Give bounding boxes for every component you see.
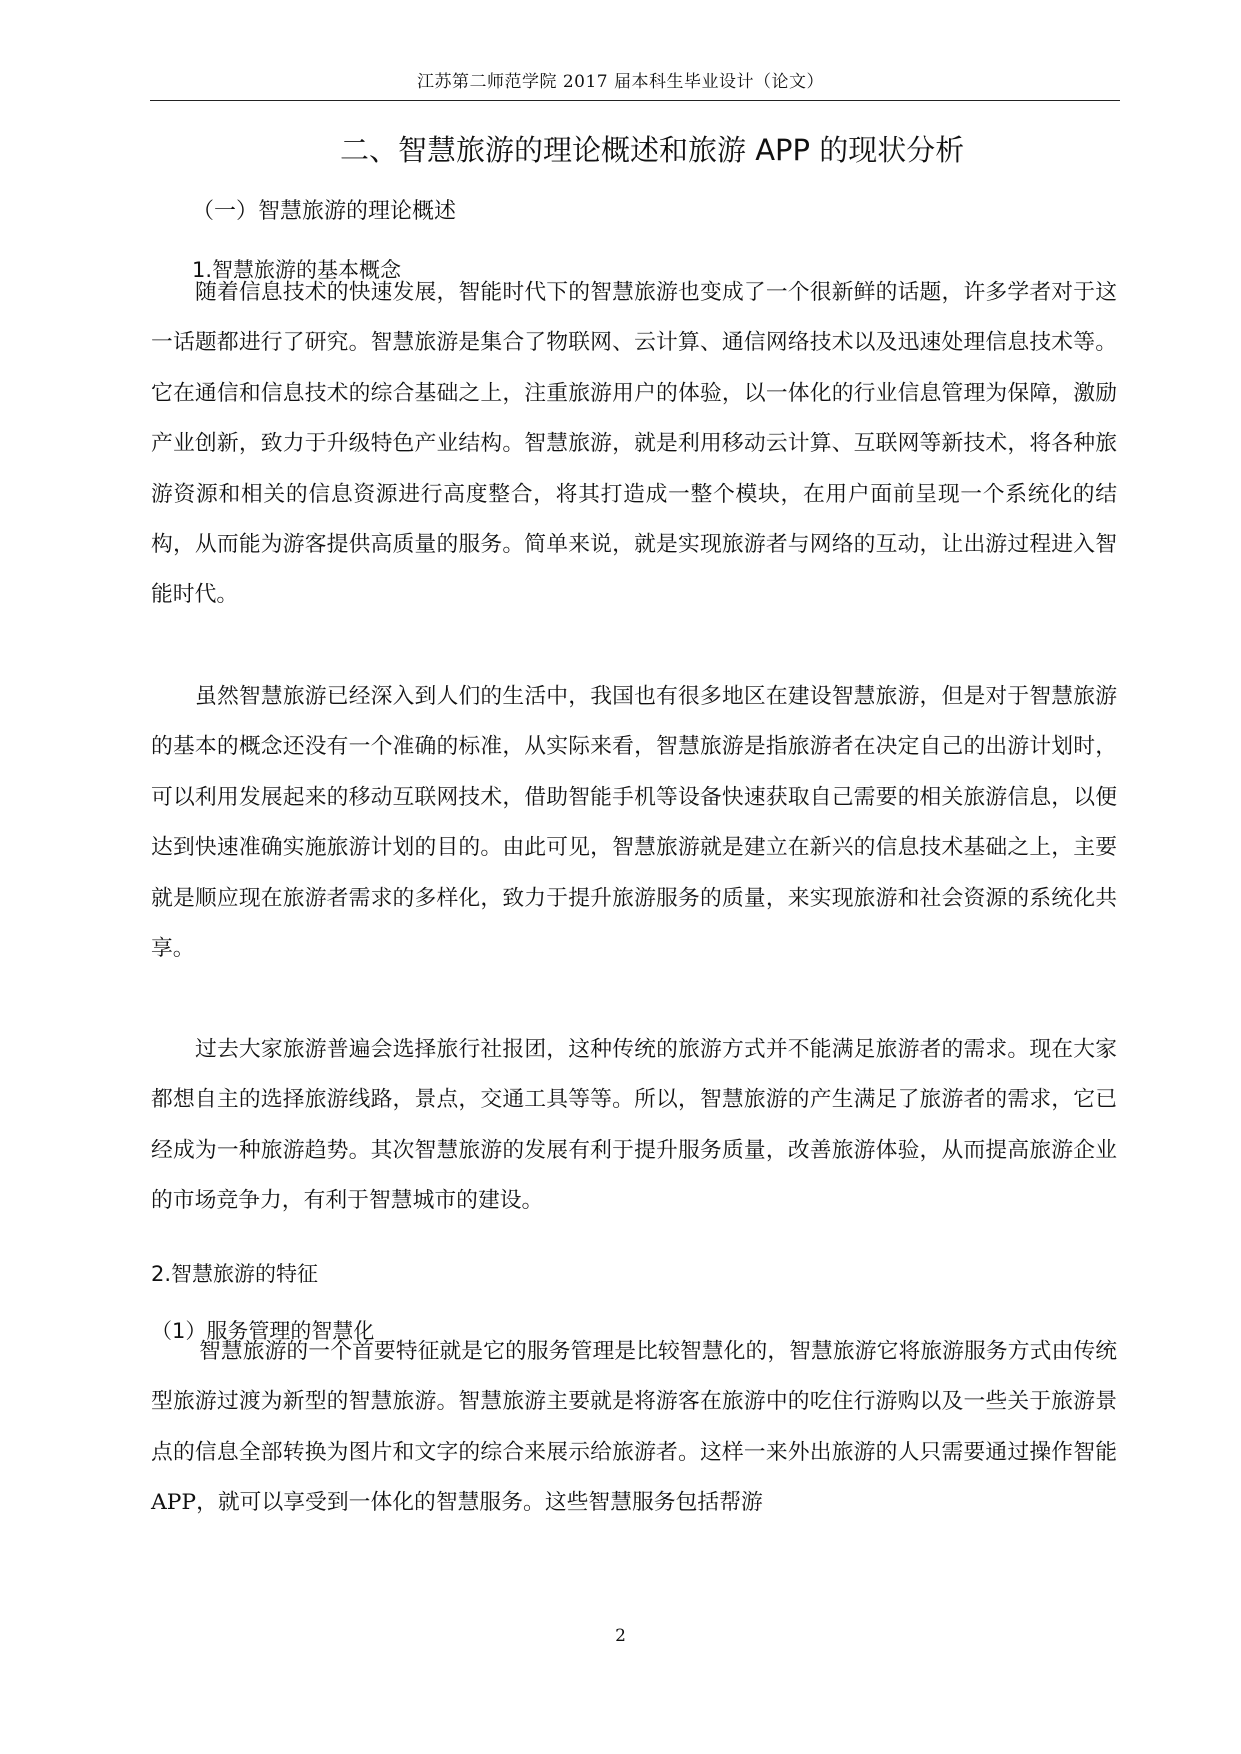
subsection-heading-features: 2.智慧旅游的特征 <box>151 1262 319 1286</box>
chapter-title: 二、智慧旅游的理论概述和旅游 APP 的现状分析 <box>340 133 965 167</box>
paragraph: 随着信息技术的快速发展，智能时代下的智慧旅游也变成了一个很新鲜的话题，许多学者对于这一话题都进行了研究。智慧旅游是集合了物联网、云计算、通信网络技术以及迅速处理信息技术等。它在通信和信息技术的综合基础之上，注重旅游用户的体验，以一体化的行业信息管理为保障，激励产业创新，致力于升级特色产业结构。智慧旅游，就是利用移动云计算、互联网等新技术，将各种旅游资源和相关的信息资源进行高度整合，将其打造成一整个模块，在用户面前呈现一个系统化的结构，从而能为游客提供高质量的服务。简单来说，就是实现旅游者与网络的互动，让出游过程进入智能时代。 <box>151 280 1117 608</box>
section-heading: （一）智慧旅游的理论概述 <box>192 199 457 224</box>
item-heading-service-management: （1）服务管理的智慧化 <box>151 1319 375 1343</box>
paragraph: 过去大家旅游普遍会选择旅行社报团，这种传统的旅游方式并不能满足旅游者的需求。现在大家都想自主的选择旅游线路，景点，交通工具等等。所以，智慧旅游的产生满足了旅游者的需求，它已经成为一种旅游趋势。其次智慧旅游的发展有利于提升服务质量，改善旅游体验，从而提高旅游企业的市场竞争力，有利于智慧城市的建设。 <box>151 1037 1117 1214</box>
running-header: 江苏第二师范学院 2017 届本科生毕业设计（论文） <box>416 72 825 92</box>
paragraph: 虽然智慧旅游已经深入到人们的生活中，我国也有很多地区在建设智慧旅游，但是对于智慧旅游的基本的概念还没有一个准确的标准，从实际来看，智慧旅游是指旅游者在决定自己的出游计划时，可以利用发展起来的移动互联网技术，借助智能手机等设备快速获取自己需要的相关旅游信息，以便达到快速准确实施旅游计划的目的。由此可见，智慧旅游就是建立在新兴的信息技术基础之上，主要就是顺应现在旅游者需求的多样化，致力于提升旅游服务的质量，来实现旅游和社会资源的系统化共享。 <box>151 684 1117 962</box>
subsection-heading-basic-concept: 1.智慧旅游的基本概念 <box>192 258 402 282</box>
page-number: 2 <box>615 1626 626 1646</box>
header-rule <box>150 100 1120 101</box>
paragraph: 智慧旅游的一个首要特征就是它的服务管理是比较智慧化的，智慧旅游它将旅游服务方式由传统型旅游过渡为新型的智慧旅游。智慧旅游主要就是将游客在旅游中的吃住行游购以及一些关于旅游景点的信息全部转换为图片和文字的综合来展示给旅游者。这样一来外出旅游的人只需要通过操作智能 APP，就可以享受到一体化的智慧服务。这些智慧服务包括帮游 <box>151 1339 1117 1516</box>
